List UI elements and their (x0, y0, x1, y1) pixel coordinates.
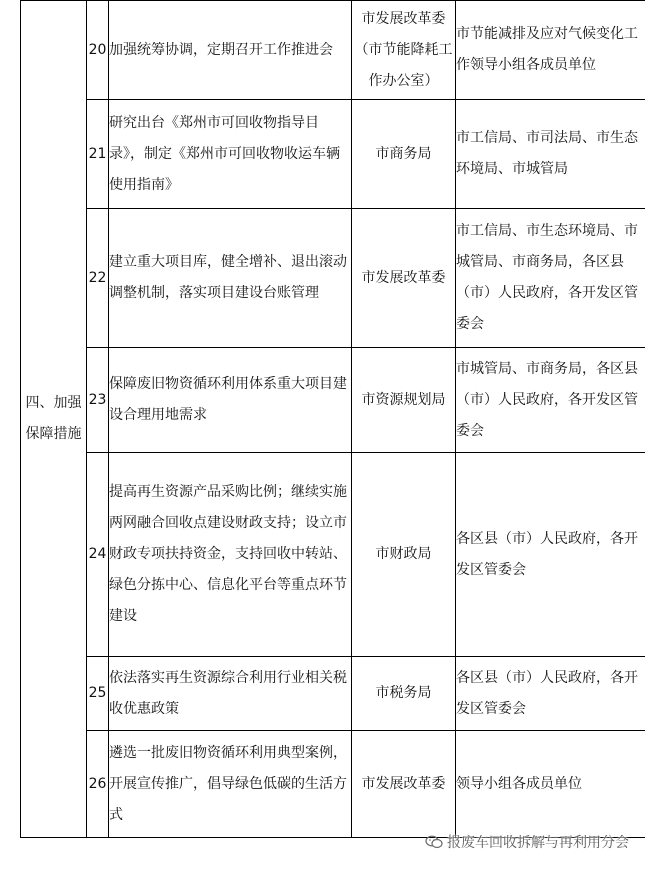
cooperating-units-cell: 市工信局、市生态环境局、市城管局、市商务局，各区县（市）人民政府，各开发区管委会 (456, 209, 645, 348)
row-number: 22 (87, 209, 109, 348)
table-row (21, 100, 645, 209)
row-number: 20 (87, 1, 109, 100)
table-row (21, 731, 645, 838)
task-cell: 建立重大项目库，健全增补、退出滚动调整机制，落实项目建设台账管理 (109, 209, 352, 348)
row-number: 21 (87, 100, 109, 209)
table-row (21, 453, 645, 657)
row-number: 25 (87, 657, 109, 731)
table-row (21, 348, 645, 453)
table-row (21, 657, 645, 731)
cooperating-units-cell: 领导小组各成员单位 (456, 731, 645, 838)
watermark-text: 报废车回收拆解与再利用分会 (447, 835, 629, 851)
task-cell: 加强统筹协调，定期召开工作推进会 (109, 1, 352, 100)
category-cell: 四、加强保障措施 (21, 1, 87, 838)
cooperating-units-cell: 市工信局、市司法局、市生态环境局、市城管局 (456, 100, 645, 209)
row-number: 23 (87, 348, 109, 453)
lead-unit-cell: 市资源规划局 (352, 348, 456, 453)
cooperating-units-cell: 市节能减排及应对气候变化工作领导小组各成员单位 (456, 1, 645, 100)
row-number: 24 (87, 453, 109, 657)
task-cell: 遴选一批废旧物资循环利用典型案例，开展宣传推广，倡导绿色低碳的生活方式 (109, 731, 352, 838)
cooperating-units-cell: 各区县（市）人民政府，各开发区管委会 (456, 453, 645, 657)
measures-table (20, 0, 645, 838)
task-cell: 研究出台《郑州市可回收物指导目录》，制定《郑州市可回收物收运车辆使用指南》 (109, 100, 352, 209)
task-cell: 保障废旧物资循环利用体系重大项目建设合理用地需求 (109, 348, 352, 453)
lead-unit-cell: 市税务局 (352, 657, 456, 731)
wechat-icon (425, 835, 443, 849)
lead-unit-cell: 市发展改革委 (352, 209, 456, 348)
cooperating-units-cell: 市城管局、市商务局，各区县（市）人民政府，各开发区管委会 (456, 348, 645, 453)
task-cell: 依法落实再生资源综合利用行业相关税收优惠政策 (109, 657, 352, 731)
cooperating-units-cell: 各区县（市）人民政府，各开发区管委会 (456, 657, 645, 731)
task-cell: 提高再生资源产品采购比例；继续实施两网融合回收点建设财政支持；设立市财政专项扶持资金，支持回收中转站、绿色分拣中心、信息化平台等重点环节建设 (109, 453, 352, 657)
lead-unit-cell: 市商务局 (352, 100, 456, 209)
row-number: 26 (87, 731, 109, 838)
table-row (21, 1, 645, 100)
lead-unit-cell: 市发展改革委 (352, 731, 456, 838)
watermark (425, 832, 629, 852)
lead-unit-cell: 市发展改革委（市节能降耗工作办公室） (352, 1, 456, 100)
lead-unit-cell: 市财政局 (352, 453, 456, 657)
table-row (21, 209, 645, 348)
